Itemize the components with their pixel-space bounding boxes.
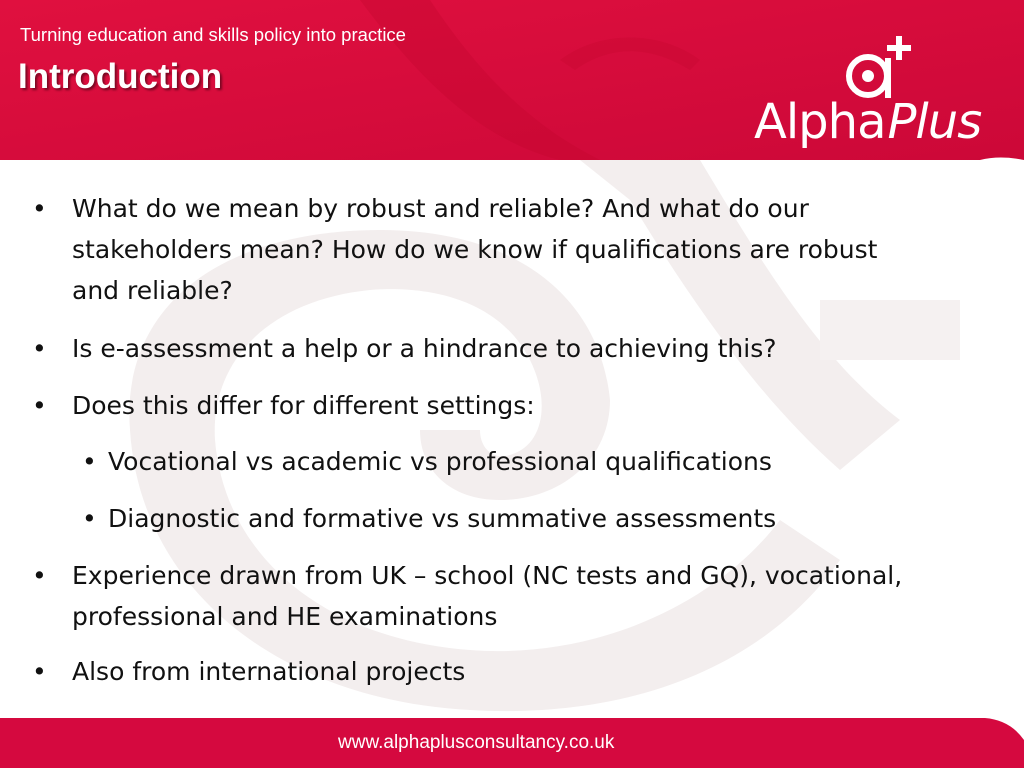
footer-website-link[interactable]: www.alphaplusconsultancy.co.uk: [338, 732, 615, 753]
logo-wordmark: [754, 94, 981, 150]
bullet-line: stakeholders mean? How do we know if qualifications are robust: [72, 235, 878, 264]
header-band: [0, 0, 1024, 160]
bullet-marker: •: [82, 504, 97, 533]
bullet-marker: •: [32, 657, 47, 686]
bullet-line: professional and HE examinations: [72, 602, 498, 631]
bullet-line: What do we mean by robust and reliable? And what do our: [72, 194, 809, 223]
bullet-line: Vocational vs academic vs professional qualifications: [108, 447, 772, 476]
bullet-marker: •: [32, 334, 47, 363]
bullet-marker: •: [32, 194, 47, 223]
logo-word-plus: Plus: [887, 94, 982, 150]
bullet-line: Does this differ for different settings:: [72, 391, 535, 420]
bullet-line: Also from international projects: [72, 657, 466, 686]
bullet-marker: •: [32, 561, 47, 590]
bullet-line: Experience drawn from UK – school (NC tests and GQ), vocational,: [72, 561, 903, 590]
slide-title: Introduction: [18, 57, 223, 96]
bullet-line: Is e-assessment a help or a hindrance to achieving this?: [72, 334, 777, 363]
logo-word-alpha: Alpha: [754, 94, 886, 150]
alphaplus-logo: [750, 20, 1010, 155]
header-tagline: Turning education and skills policy into practice: [20, 24, 406, 45]
bullet-marker: •: [82, 447, 97, 476]
bullet-line: and reliable?: [72, 276, 233, 305]
bullet-line: Diagnostic and formative vs summative assessments: [108, 504, 777, 533]
bullet-marker: •: [32, 391, 47, 420]
